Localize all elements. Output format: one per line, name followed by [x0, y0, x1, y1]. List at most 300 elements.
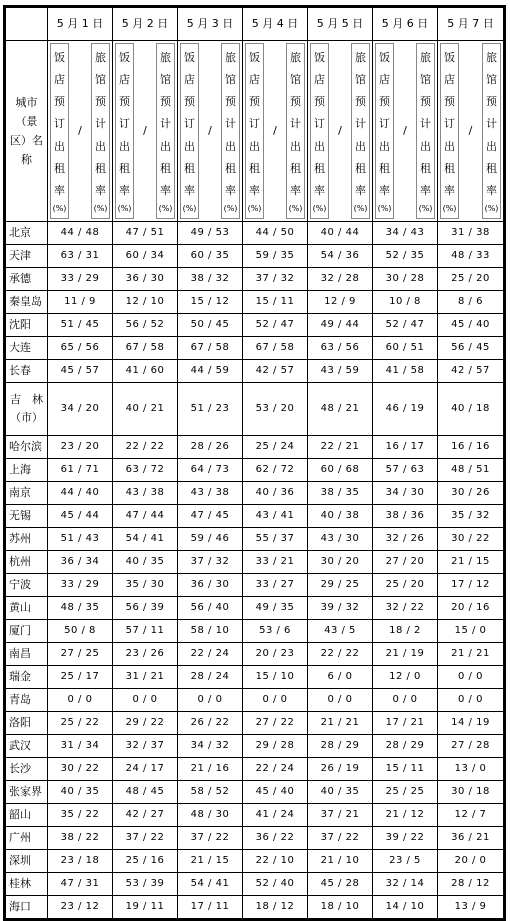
rate-value: 45 / 57	[48, 360, 113, 383]
rate-value: 37 / 21	[308, 804, 373, 827]
rate-value: 29 / 28	[243, 735, 308, 758]
hotel-rate-label-char: 订	[314, 117, 325, 131]
rate-value: 39 / 32	[308, 597, 373, 620]
rate-value: 63 / 31	[48, 245, 113, 268]
rate-value: 20 / 0	[438, 850, 504, 873]
rate-value: 0 / 0	[48, 689, 113, 712]
inn-rate-label-char: 计	[290, 117, 301, 131]
rate-value: 25 / 16	[113, 850, 178, 873]
hotel-rate-label-char: 店	[249, 73, 260, 87]
rate-value: 51 / 23	[178, 383, 243, 436]
inn-rate-label-char: 旅	[290, 51, 301, 64]
city-header-line: （景	[15, 115, 38, 128]
city-name: 承德	[6, 268, 48, 291]
hotel-rate-label-char: 出	[314, 139, 325, 153]
hotel-rate-label-char: 出	[184, 139, 195, 153]
hotel-rate-label-char: 饭	[184, 51, 195, 64]
rate-value: 43 / 38	[178, 482, 243, 505]
rate-value: 45 / 40	[243, 781, 308, 804]
rate-value: 53 / 39	[113, 873, 178, 896]
rate-value: 13 / 9	[438, 896, 504, 919]
inn-rate-label-char: 计	[95, 117, 106, 131]
inn-rate-label-char: 出	[290, 139, 301, 153]
rate-value: 37 / 32	[243, 268, 308, 291]
rate-value: 27 / 28	[438, 735, 504, 758]
city-name-line: （市）	[10, 411, 43, 424]
hotel-rate-label-char: 店	[119, 73, 130, 87]
inn-rate-label	[286, 43, 305, 219]
rate-value: 32 / 26	[373, 528, 438, 551]
rate-value: 52 / 40	[243, 873, 308, 896]
rate-value: 40 / 35	[113, 551, 178, 574]
city-name: 桂林	[6, 873, 48, 896]
rate-value: 67 / 58	[113, 337, 178, 360]
inn-rate-label-char: 馆	[420, 73, 431, 87]
separator-slash: /	[143, 124, 147, 137]
rate-value: 37 / 32	[178, 551, 243, 574]
rate-value: 33 / 29	[48, 268, 113, 291]
city-name: 厦门	[6, 620, 48, 643]
table-row	[6, 245, 504, 268]
rate-value: 15 / 11	[373, 758, 438, 781]
rate-value: 41 / 58	[373, 360, 438, 383]
rate-value: 37 / 22	[113, 827, 178, 850]
hotel-rate-label-char: 预	[54, 95, 65, 109]
hotel-rate-label	[245, 43, 264, 219]
inn-rate-label-char: 计	[355, 117, 366, 131]
rate-value: 42 / 57	[243, 360, 308, 383]
rate-value: 25 / 17	[48, 666, 113, 689]
inn-rate-label-char: 出	[486, 139, 497, 153]
rate-value: 15 / 12	[178, 291, 243, 314]
hotel-rate-label-char: 订	[54, 117, 65, 131]
inn-rate-label-char: 计	[160, 117, 171, 131]
rate-value: 43 / 38	[113, 482, 178, 505]
city-name: 北京	[6, 222, 48, 245]
rate-value: 29 / 25	[308, 574, 373, 597]
hotel-rate-label-char: 租	[249, 161, 260, 175]
hotel-rate-label-char: 租	[444, 161, 455, 175]
date-header: 5 月 6 日	[373, 8, 438, 41]
inn-rate-label-char: 旅	[486, 51, 497, 64]
hotel-rate-label-char: 租	[184, 161, 195, 175]
table-row	[6, 459, 504, 482]
rate-value: 61 / 71	[48, 459, 113, 482]
hotel-rate-label-char: 率	[119, 183, 130, 197]
rate-value: 26 / 22	[178, 712, 243, 735]
inn-rate-label-char: 计	[225, 117, 236, 131]
separator-slash: /	[403, 124, 407, 137]
rate-value: 12 / 7	[438, 804, 504, 827]
table-row	[6, 528, 504, 551]
rate-value: 52 / 35	[373, 245, 438, 268]
rate-value: 25 / 20	[438, 268, 504, 291]
rate-value: 33 / 21	[243, 551, 308, 574]
rate-value: 21 / 21	[308, 712, 373, 735]
table-row	[6, 804, 504, 827]
hotel-rate-label-char: (%)	[312, 203, 327, 213]
rate-value: 38 / 35	[308, 482, 373, 505]
rate-value: 44 / 59	[178, 360, 243, 383]
rate-value: 52 / 47	[373, 314, 438, 337]
city-name	[6, 383, 48, 436]
rate-value: 31 / 38	[438, 222, 504, 245]
hotel-rate-label-char: 订	[119, 117, 130, 131]
date-header-row	[6, 8, 504, 41]
rate-value: 49 / 44	[308, 314, 373, 337]
rate-value: 25 / 25	[373, 781, 438, 804]
rate-value: 30 / 28	[373, 268, 438, 291]
city-name: 大连	[6, 337, 48, 360]
rate-value: 22 / 10	[243, 850, 308, 873]
rate-subheader	[178, 41, 243, 222]
hotel-rate-label	[310, 43, 329, 219]
rate-value: 34 / 20	[48, 383, 113, 436]
rate-value: 40 / 38	[308, 505, 373, 528]
inn-rate-label-char: 旅	[95, 51, 106, 64]
city-name: 广州	[6, 827, 48, 850]
rate-value: 47 / 31	[48, 873, 113, 896]
table-row	[6, 268, 504, 291]
rate-subheader-wrap	[115, 43, 175, 219]
rate-value: 32 / 28	[308, 268, 373, 291]
table-row	[6, 781, 504, 804]
inn-rate-label-char: 率	[355, 183, 366, 197]
city-name: 洛阳	[6, 712, 48, 735]
hotel-rate-label-char: 出	[379, 139, 390, 153]
city-name: 瑞金	[6, 666, 48, 689]
table-row	[6, 505, 504, 528]
rate-value: 38 / 36	[373, 505, 438, 528]
hotel-rate-label-char: 出	[119, 139, 130, 153]
city-name: 宁波	[6, 574, 48, 597]
rate-value: 44 / 40	[48, 482, 113, 505]
separator-slash: /	[273, 124, 277, 137]
separator-slash: /	[78, 124, 82, 137]
hotel-rate-label-char: 饭	[54, 51, 65, 64]
date-header: 5 月 1 日	[48, 8, 113, 41]
table-row	[6, 643, 504, 666]
rate-value: 37 / 22	[178, 827, 243, 850]
inn-rate-label-char: (%)	[288, 203, 303, 213]
rate-value: 38 / 32	[178, 268, 243, 291]
rate-value: 22 / 21	[308, 436, 373, 459]
inn-rate-label	[221, 43, 240, 219]
rate-value: 22 / 24	[178, 643, 243, 666]
city-header-line: 区）名	[10, 134, 43, 147]
rate-value: 30 / 18	[438, 781, 504, 804]
inn-rate-label-char: (%)	[418, 203, 433, 213]
city-name: 海口	[6, 896, 48, 919]
table-row	[6, 850, 504, 873]
city-header-line: 称	[21, 153, 32, 166]
rate-value: 23 / 26	[113, 643, 178, 666]
inn-rate-label-char: (%)	[484, 203, 499, 213]
rate-value: 51 / 43	[48, 528, 113, 551]
inn-rate-label-char: 预	[486, 95, 497, 109]
hotel-rate-label-char: 预	[119, 95, 130, 109]
rate-value: 28 / 29	[373, 735, 438, 758]
table-row	[6, 436, 504, 459]
inn-rate-label-char: 率	[290, 183, 301, 197]
rate-value: 35 / 32	[438, 505, 504, 528]
inn-rate-label-char: 馆	[160, 73, 171, 87]
rate-subheader	[113, 41, 178, 222]
hotel-rate-label-char: 饭	[249, 51, 260, 64]
rate-value: 29 / 22	[113, 712, 178, 735]
table-row	[6, 291, 504, 314]
inn-rate-label-char: 预	[355, 95, 366, 109]
rate-value: 45 / 28	[308, 873, 373, 896]
date-header: 5 月 7 日	[438, 8, 504, 41]
rate-value: 54 / 41	[178, 873, 243, 896]
inn-rate-label-char: 率	[225, 183, 236, 197]
rate-value: 21 / 19	[373, 643, 438, 666]
city-name: 长沙	[6, 758, 48, 781]
hotel-rate-label-char: 预	[249, 95, 260, 109]
rate-subheader	[373, 41, 438, 222]
city-name: 武汉	[6, 735, 48, 758]
rate-value: 65 / 56	[48, 337, 113, 360]
rate-value: 41 / 24	[243, 804, 308, 827]
rate-value: 60 / 68	[308, 459, 373, 482]
inn-rate-label-char: 出	[420, 139, 431, 153]
rate-value: 21 / 12	[373, 804, 438, 827]
rate-value: 44 / 50	[243, 222, 308, 245]
rate-value: 40 / 36	[243, 482, 308, 505]
hotel-rate-label-char: 订	[184, 117, 195, 131]
rate-value: 0 / 0	[373, 689, 438, 712]
rate-subheader	[438, 41, 504, 222]
table-row	[6, 337, 504, 360]
rate-value: 40 / 35	[48, 781, 113, 804]
table-row	[6, 314, 504, 337]
rate-subheader	[243, 41, 308, 222]
hotel-rate-label	[50, 43, 69, 219]
inn-rate-label-char: 预	[225, 95, 236, 109]
rate-value: 67 / 58	[178, 337, 243, 360]
rate-value: 12 / 10	[113, 291, 178, 314]
rate-value: 32 / 14	[373, 873, 438, 896]
rate-value: 42 / 57	[438, 360, 504, 383]
rate-value: 47 / 45	[178, 505, 243, 528]
rate-value: 27 / 25	[48, 643, 113, 666]
rate-value: 30 / 20	[308, 551, 373, 574]
rate-value: 60 / 35	[178, 245, 243, 268]
table-row	[6, 620, 504, 643]
inn-rate-label-char: 旅	[420, 51, 431, 64]
inn-rate-label-char: 租	[225, 161, 236, 175]
city-name: 无锡	[6, 505, 48, 528]
inn-rate-label-char: 旅	[160, 51, 171, 64]
hotel-rate-label-char: 出	[249, 139, 260, 153]
hotel-rate-label-char: 店	[379, 73, 390, 87]
rate-value: 17 / 11	[178, 896, 243, 919]
rate-subheader	[308, 41, 373, 222]
rate-value: 39 / 22	[373, 827, 438, 850]
inn-rate-label-char: 计	[420, 117, 431, 131]
rate-value: 43 / 5	[308, 620, 373, 643]
rate-value: 15 / 0	[438, 620, 504, 643]
hotel-rate-label-char: 订	[444, 117, 455, 131]
inn-rate-label-char: (%)	[223, 203, 238, 213]
rate-value: 55 / 37	[243, 528, 308, 551]
rate-value: 25 / 20	[373, 574, 438, 597]
table-row	[6, 574, 504, 597]
rate-value: 12 / 9	[308, 291, 373, 314]
hotel-rate-label-char: 率	[444, 183, 455, 197]
rate-value: 28 / 12	[438, 873, 504, 896]
separator-slash: /	[208, 124, 212, 137]
table-row	[6, 360, 504, 383]
rate-value: 43 / 59	[308, 360, 373, 383]
rate-value: 21 / 10	[308, 850, 373, 873]
rate-value: 47 / 44	[113, 505, 178, 528]
hotel-rate-label-char: 饭	[379, 51, 390, 64]
city-name: 天津	[6, 245, 48, 268]
table-row	[6, 383, 504, 436]
inn-rate-label-char: (%)	[158, 203, 173, 213]
rate-value: 33 / 29	[48, 574, 113, 597]
rate-value: 26 / 19	[308, 758, 373, 781]
rate-value: 36 / 34	[48, 551, 113, 574]
rate-value: 48 / 33	[438, 245, 504, 268]
inn-rate-label-char: 馆	[95, 73, 106, 87]
table-row	[6, 896, 504, 919]
inn-rate-label-char: 馆	[290, 73, 301, 87]
rate-value: 20 / 16	[438, 597, 504, 620]
rate-value: 25 / 22	[48, 712, 113, 735]
rate-value: 48 / 30	[178, 804, 243, 827]
inn-rate-label-char: 租	[95, 161, 106, 175]
hotel-rate-label-char: 预	[379, 95, 390, 109]
rate-value: 18 / 2	[373, 620, 438, 643]
rate-value: 41 / 60	[113, 360, 178, 383]
rate-value: 56 / 40	[178, 597, 243, 620]
hotel-rate-label-char: 店	[184, 73, 195, 87]
rate-value: 43 / 30	[308, 528, 373, 551]
rate-subheader-wrap	[245, 43, 305, 219]
hotel-rate-label-char: (%)	[442, 203, 457, 213]
rate-value: 33 / 27	[243, 574, 308, 597]
rate-value: 0 / 0	[178, 689, 243, 712]
date-header: 5 月 2 日	[113, 8, 178, 41]
rate-value: 62 / 72	[243, 459, 308, 482]
hotel-rate-label	[375, 43, 394, 219]
city-header-line: 城市	[15, 96, 38, 109]
inn-rate-label	[482, 43, 501, 219]
inn-rate-label-char: 预	[160, 95, 171, 109]
rate-value: 64 / 73	[178, 459, 243, 482]
rate-value: 34 / 43	[373, 222, 438, 245]
rate-value: 54 / 36	[308, 245, 373, 268]
city-name: 青岛	[6, 689, 48, 712]
hotel-rate-label-char: 饭	[314, 51, 325, 64]
corner-cell	[6, 8, 48, 41]
hotel-rate-label-char: 率	[379, 183, 390, 197]
rate-value: 57 / 11	[113, 620, 178, 643]
city-name: 韶山	[6, 804, 48, 827]
inn-rate-label-char: 出	[95, 139, 106, 153]
city-name: 秦皇岛	[6, 291, 48, 314]
table-row	[6, 666, 504, 689]
rate-value: 34 / 32	[178, 735, 243, 758]
table-row	[6, 873, 504, 896]
rate-value: 19 / 11	[113, 896, 178, 919]
inn-rate-label-char: 率	[420, 183, 431, 197]
hotel-rate-label-char: 店	[314, 73, 325, 87]
rate-value: 63 / 72	[113, 459, 178, 482]
inn-rate-label-char: 旅	[355, 51, 366, 64]
rate-value: 35 / 22	[48, 804, 113, 827]
separator-slash: /	[468, 124, 473, 137]
city-name: 南昌	[6, 643, 48, 666]
rate-value: 16 / 16	[438, 436, 504, 459]
rate-subheader	[48, 41, 113, 222]
rate-value: 17 / 21	[373, 712, 438, 735]
inn-rate-label-char: 率	[160, 183, 171, 197]
inn-rate-label-char: 预	[95, 95, 106, 109]
rate-value: 23 / 12	[48, 896, 113, 919]
hotel-rate-label-char: 率	[249, 183, 260, 197]
subheader-row	[6, 41, 504, 222]
table-row	[6, 597, 504, 620]
hotel-rate-label-char: 预	[184, 95, 195, 109]
rate-value: 30 / 22	[48, 758, 113, 781]
table-row	[6, 827, 504, 850]
rate-value: 38 / 22	[48, 827, 113, 850]
rate-value: 40 / 21	[113, 383, 178, 436]
city-name: 张家界	[6, 781, 48, 804]
rate-value: 27 / 20	[373, 551, 438, 574]
rate-value: 30 / 22	[438, 528, 504, 551]
rate-value: 0 / 0	[113, 689, 178, 712]
hotel-rate-label-char: 预	[444, 95, 455, 109]
inn-rate-label-char: 租	[420, 161, 431, 175]
rate-value: 53 / 20	[243, 383, 308, 436]
rate-value: 17 / 12	[438, 574, 504, 597]
occupancy-table-frame	[3, 5, 506, 921]
occupancy-table	[5, 7, 504, 919]
hotel-rate-label	[180, 43, 199, 219]
inn-rate-label-char: 租	[486, 161, 497, 175]
rate-value: 28 / 29	[308, 735, 373, 758]
rate-value: 20 / 23	[243, 643, 308, 666]
rate-value: 59 / 46	[178, 528, 243, 551]
hotel-rate-label-char: (%)	[247, 203, 262, 213]
rate-value: 32 / 37	[113, 735, 178, 758]
rate-value: 51 / 45	[48, 314, 113, 337]
rate-value: 50 / 45	[178, 314, 243, 337]
hotel-rate-label	[115, 43, 134, 219]
inn-rate-label-char: 旅	[225, 51, 236, 64]
table-row	[6, 735, 504, 758]
city-name: 哈尔滨	[6, 436, 48, 459]
rate-value: 18 / 10	[308, 896, 373, 919]
city-column-header	[6, 41, 48, 222]
table-row	[6, 222, 504, 245]
rate-value: 31 / 34	[48, 735, 113, 758]
rate-value: 56 / 39	[113, 597, 178, 620]
rate-value: 12 / 0	[373, 666, 438, 689]
date-header: 5 月 3 日	[178, 8, 243, 41]
rate-value: 58 / 10	[178, 620, 243, 643]
inn-rate-label	[156, 43, 175, 219]
rate-value: 44 / 48	[48, 222, 113, 245]
rate-value: 59 / 35	[243, 245, 308, 268]
inn-rate-label-char: 租	[290, 161, 301, 175]
rate-value: 11 / 9	[48, 291, 113, 314]
